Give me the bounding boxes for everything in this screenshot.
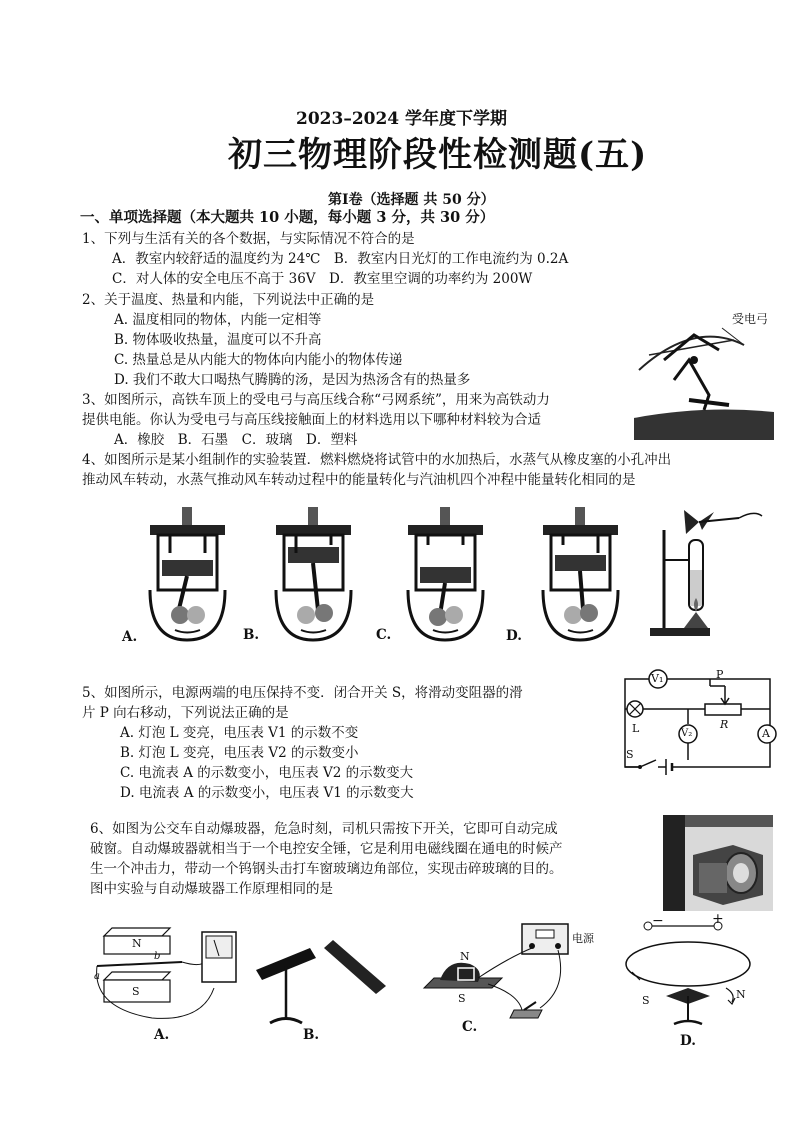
q2-option-d: D. 我们不敢大口喝热气腾腾的汤，是因为热汤含有的热量多 [114,372,471,388]
fig6-c-n-label: N [460,950,470,963]
q6-label-c: C. [462,1019,478,1035]
q3-options: A．橡胶 B．石墨 C．玻璃 D．塑料 [114,432,358,448]
circuit-figure [610,664,785,779]
page-title: 初三物理阶段性检测题(五) [228,135,648,175]
engine-stroke-a [140,505,235,645]
q1-options-ab: A．教室内较舒适的温度约为 24℃ B．教室内日光灯的工作电流约为 0.2A [112,251,569,267]
pantograph-figure [634,300,774,440]
q3-line1: 3、如图所示，高铁车顶上的受电弓与高压线合称“弓网系统”，用来为高铁动力 [82,392,550,408]
q6-line3: 生一个冲击力，带动一个钨钢头击打车窗玻璃边角部位，实现击碎玻璃的目的。 [90,861,563,877]
pantograph-label: 受电弓 [732,312,769,326]
fig6-c-s-label: S [458,992,466,1005]
fig6-c-source-label: 电源 [572,932,594,945]
q1-options-cd: C．对人体的安全电压不高于 36V D．教室里空调的功率约为 200W [112,271,533,287]
q4-label-a: A. [122,629,138,645]
steam-windmill-figure [644,500,774,640]
q6-label-b: B. [303,1027,320,1043]
q6-line1: 6、如图为公交车自动爆玻器，危急时刻，司机只需按下开关，它即可自动完成 [90,821,558,837]
fig6-a-a-label: a [94,971,100,982]
q4-line1: 4、如图所示是某小组制作的实验装置．燃料燃烧将试管中的水加热后，水蒸气从橡皮塞的小孔冲出 [82,452,672,468]
circuit-r-label: R [720,718,729,731]
fig6-a-s-label: S [132,985,140,998]
q5-option-b: B. 灯泡 L 变亮，电压表 V2 的示数变小 [120,745,359,761]
engine-stroke-c [398,505,493,645]
q2-stem: 2、关于温度、热量和内能，下列说法中正确的是 [82,292,375,308]
circuit-a-label: A [762,727,770,740]
q4-label-c: C. [376,627,392,643]
q5-option-c: C. 电流表 A 的示数变小，电压表 V2 的示数变大 [120,765,414,781]
year-line: 2023–2024 学年度下学期 [296,109,508,129]
q3-line2: 提供电能。你认为受电弓与高压线接触面上的材料选用以下哪种材料较为合适 [82,412,541,428]
volume-label: 第Ⅰ卷（选择题 共 50 分） [328,192,495,208]
q4-label-b: B. [243,627,260,643]
fig6-d-oersted [618,911,758,1031]
q5-option-d: D. 电流表 A 的示数变小，电压表 V1 的示数变大 [120,785,414,801]
circuit-v2-label: V₂ [681,728,693,739]
circuit-v1-label: V₁ [651,672,664,685]
q2-option-c: C. 热量总是从内能大的物体向内能小的物体传递 [114,352,403,368]
section-heading: 一、单项选择题（本大题共 10 小题，每小题 3 分，共 30 分） [80,209,495,226]
fig6-a-induction [92,918,242,1030]
q6-line2: 破窗。自动爆玻器就相当于一个电控安全锤，它是利用电磁线圈在通电的时候产 [90,841,563,857]
circuit-l-label: L [632,722,640,735]
fig6-d-s-label: S [642,994,650,1007]
q4-label-d: D. [506,628,522,644]
fig6-a-b-label: b [154,951,161,962]
q5-line1: 5、如图所示，电源两端的电压保持不变．闭合开关 S，将滑动变阻器的滑 [82,685,523,701]
window-breaker-photo [663,815,773,911]
fig6-d-minus-label: − [652,913,664,929]
q2-option-b: B. 物体吸收热量，温度可以不升高 [114,332,322,348]
q5-option-a: A. 灯泡 L 变亮，电压表 V1 的示数不变 [120,725,359,741]
fig6-d-plus-label: + [712,911,724,927]
q1-stem: 1、下列与生活有关的各个数据，与实际情况不符合的是 [82,231,415,247]
engine-stroke-d [533,505,628,645]
q6-label-a: A. [154,1027,170,1043]
q4-line2: 推动风车转动，水蒸气推动风车转动过程中的能量转化与汽油机四个冲程中能量转化相同的是 [82,472,636,488]
circuit-s-label: S [626,748,634,761]
q6-label-d: D. [680,1033,696,1049]
q2-option-a: A. 温度相同的物体，内能一定相等 [114,312,322,328]
fig6-b-magnet [248,928,393,1028]
fig6-c-motor [418,918,598,1028]
fig6-d-n-label: N [736,988,746,1001]
q5-line2: 片 P 向右移动，下列说法正确的是 [82,705,289,721]
circuit-p-label: P [716,668,724,681]
q6-line4: 图中实验与自动爆玻器工作原理相同的是 [90,881,333,897]
engine-stroke-b [266,505,361,645]
fig6-a-n-label: N [132,937,142,950]
